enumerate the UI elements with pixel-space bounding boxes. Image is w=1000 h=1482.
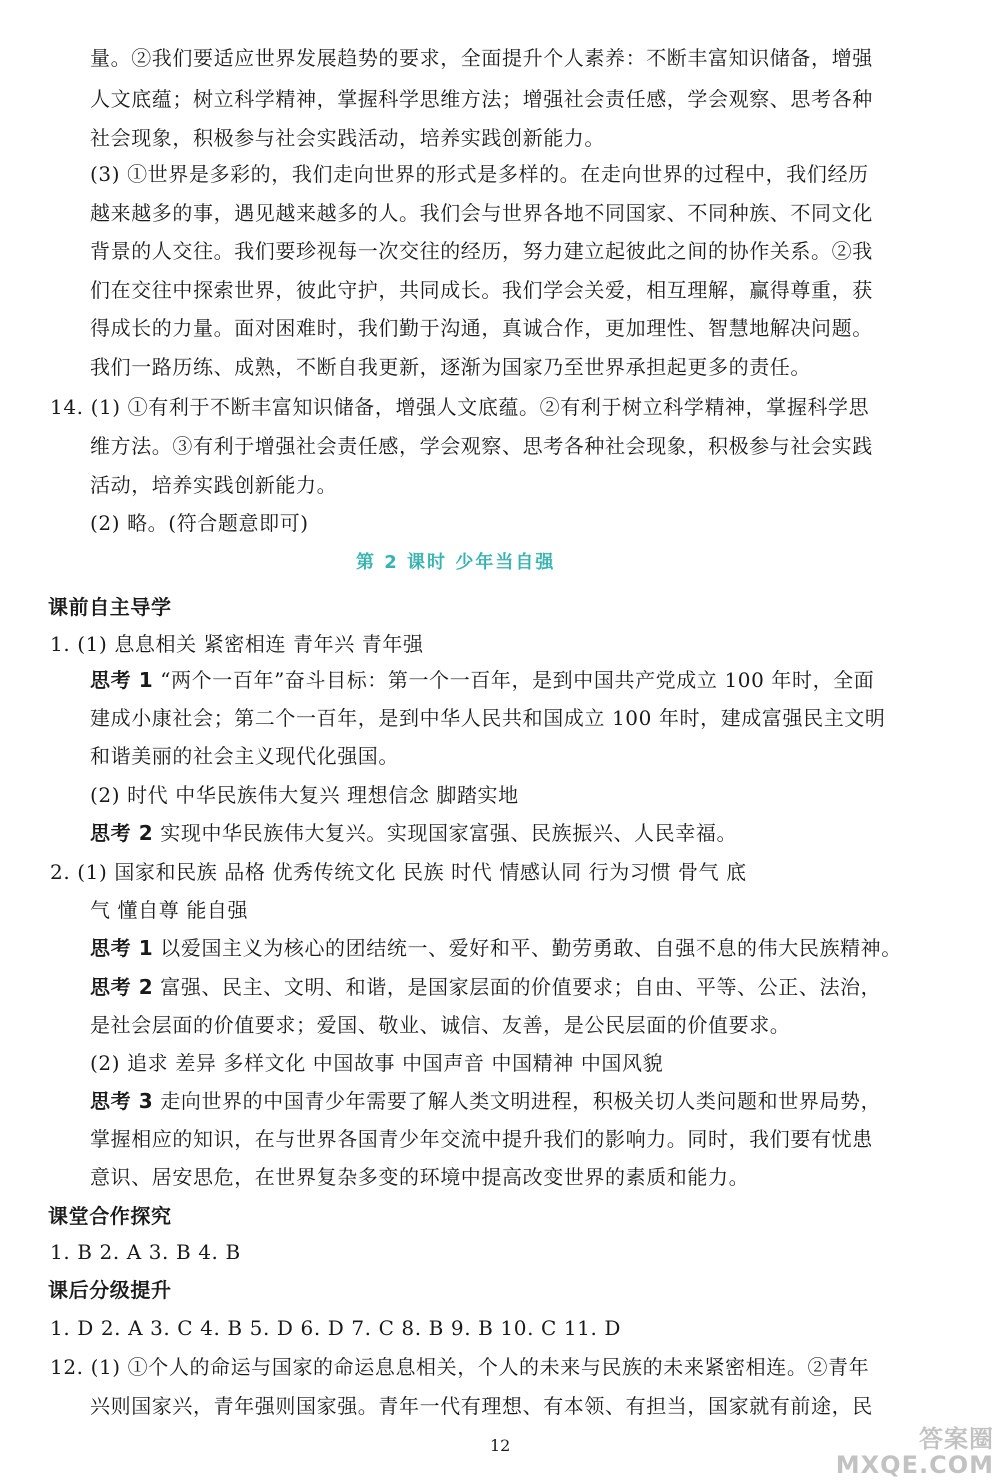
think-text: 富强、民主、文明、和谐，是国家层面的价值要求；自由、平等、公正、法治， — [153, 975, 882, 999]
think-label: 思考 2 — [90, 821, 154, 845]
text-line: 量。②我们要适应世界发展趋势的要求，全面提升个人素养：不断丰富知识储备，增强 — [90, 46, 873, 70]
watermark-title: 答案圈 — [919, 1425, 994, 1453]
text-line: 维方法。③有利于增强社会责任感，学会观察、思考各种社会现象，积极参与社会实践 — [90, 434, 873, 458]
think-1-line — [90, 936, 902, 960]
page-number: 12 — [490, 1436, 511, 1455]
text-line: (2) 略。(符合题意即可) — [90, 511, 309, 535]
question-2-1: 2. (1) 国家和民族 品格 优秀传统文化 民族 时代 情感认同 行为习惯 骨气 底 — [50, 860, 747, 884]
text-line: 社会现象，积极参与社会实践活动，培养实践创新能力。 — [90, 126, 605, 150]
think-text: 实现中华民族伟大复兴。实现国家富强、民族振兴、人民幸福。 — [153, 821, 738, 845]
question-14-line: 14. (1) ①有利于不断丰富知识储备，增强人文底蕴。②有利于树立科学精神，掌握科学思 — [50, 395, 870, 419]
think-2-line — [90, 821, 737, 845]
answer-line: 1. D 2. A 3. C 4. B 5. D 6. D 7. C 8. B 9. B 10. C 11. D — [50, 1316, 622, 1340]
watermark — [836, 1426, 994, 1478]
section-heading-preview: 课前自主导学 — [48, 595, 172, 619]
think-3-line — [90, 1089, 881, 1113]
text-line: 们在交往中探索世界，彼此守护，共同成长。我们学会关爱，相互理解，赢得尊重，获 — [90, 278, 873, 302]
think-label: 思考 2 — [90, 975, 154, 999]
answer-line: 1. B 2. A 3. B 4. B — [50, 1240, 241, 1264]
text-line: 背景的人交往。我们要珍视每一次交往的经历，努力建立起彼此之间的协作关系。②我 — [90, 239, 873, 263]
think-label: 思考 1 — [90, 936, 154, 960]
text-line: 意识、居安思危，在世界复杂多变的环境中提高改变世界的素质和能力。 — [90, 1165, 750, 1189]
text-line: 我们一路历练、成熟，不断自我更新，逐渐为国家乃至世界承担起更多的责任。 — [90, 355, 811, 379]
question-2-2: (2) 追求 差异 多样文化 中国故事 中国声音 中国精神 中国风貌 — [90, 1051, 664, 1075]
text-line: 和谐美丽的社会主义现代化强国。 — [90, 744, 399, 768]
lesson-title: 第 2 课时 少年当自强 — [356, 552, 556, 573]
think-1-line — [90, 668, 874, 692]
question-12-line: 12. (1) ①个人的命运与国家的命运息息相关，个人的未来与民族的未来紧密相连。②青年 — [50, 1355, 870, 1379]
think-text: 以爱国主义为核心的团结统一、爱好和平、勤劳勇敢、自强不息的伟大民族精神。 — [153, 936, 902, 960]
think-label: 思考 3 — [90, 1089, 154, 1113]
text-line: 气 懂自尊 能自强 — [90, 898, 249, 922]
text-line: 越来越多的事，遇见越来越多的人。我们会与世界各地不同国家、不同种族、不同文化 — [90, 201, 873, 225]
text-line: 是社会层面的价值要求；爱国、敬业、诚信、友善，是公民层面的价值要求。 — [90, 1013, 791, 1037]
section-heading-cooperate: 课堂合作探究 — [48, 1204, 172, 1228]
think-text: “两个一百年”奋斗目标：第一个一百年，是到中国共产党成立 100 年时，全面 — [153, 668, 875, 692]
text-line: 兴则国家兴，青年强则国家强。青年一代有理想、有本领、有担当，国家就有前途，民 — [90, 1394, 873, 1418]
think-label: 思考 1 — [90, 668, 154, 692]
text-line: 得成长的力量。面对困难时，我们勤于沟通，真诚合作，更加理性、智慧地解决问题。 — [90, 316, 873, 340]
think-2-line — [90, 975, 881, 999]
text-line: 人文底蕴；树立科学精神，掌握科学思维方法；增强社会责任感，学会观察、思考各种 — [90, 87, 873, 111]
text-line: 掌握相应的知识，在与世界各国青少年交流中提升我们的影响力。同时，我们要有忧患 — [90, 1127, 873, 1151]
section-heading-after-class: 课后分级提升 — [48, 1278, 172, 1302]
question-1-2: (2) 时代 中华民族伟大复兴 理想信念 脚踏实地 — [90, 783, 519, 807]
watermark-url: MXQE.COM — [835, 1451, 994, 1479]
question-1-1: 1. (1) 息息相关 紧密相连 青年兴 青年强 — [50, 632, 424, 656]
text-line: (3) ①世界是多彩的，我们走向世界的形式是多样的。在走向世界的过程中，我们经历 — [90, 162, 869, 186]
think-text: 走向世界的中国青少年需要了解人类文明进程，积极关切人类问题和世界局势， — [153, 1089, 882, 1113]
text-line: 活动，培养实践创新能力。 — [90, 473, 338, 497]
text-line: 建成小康社会；第二个一百年，是到中华人民共和国成立 100 年时，建成富强民主文明 — [90, 706, 886, 730]
